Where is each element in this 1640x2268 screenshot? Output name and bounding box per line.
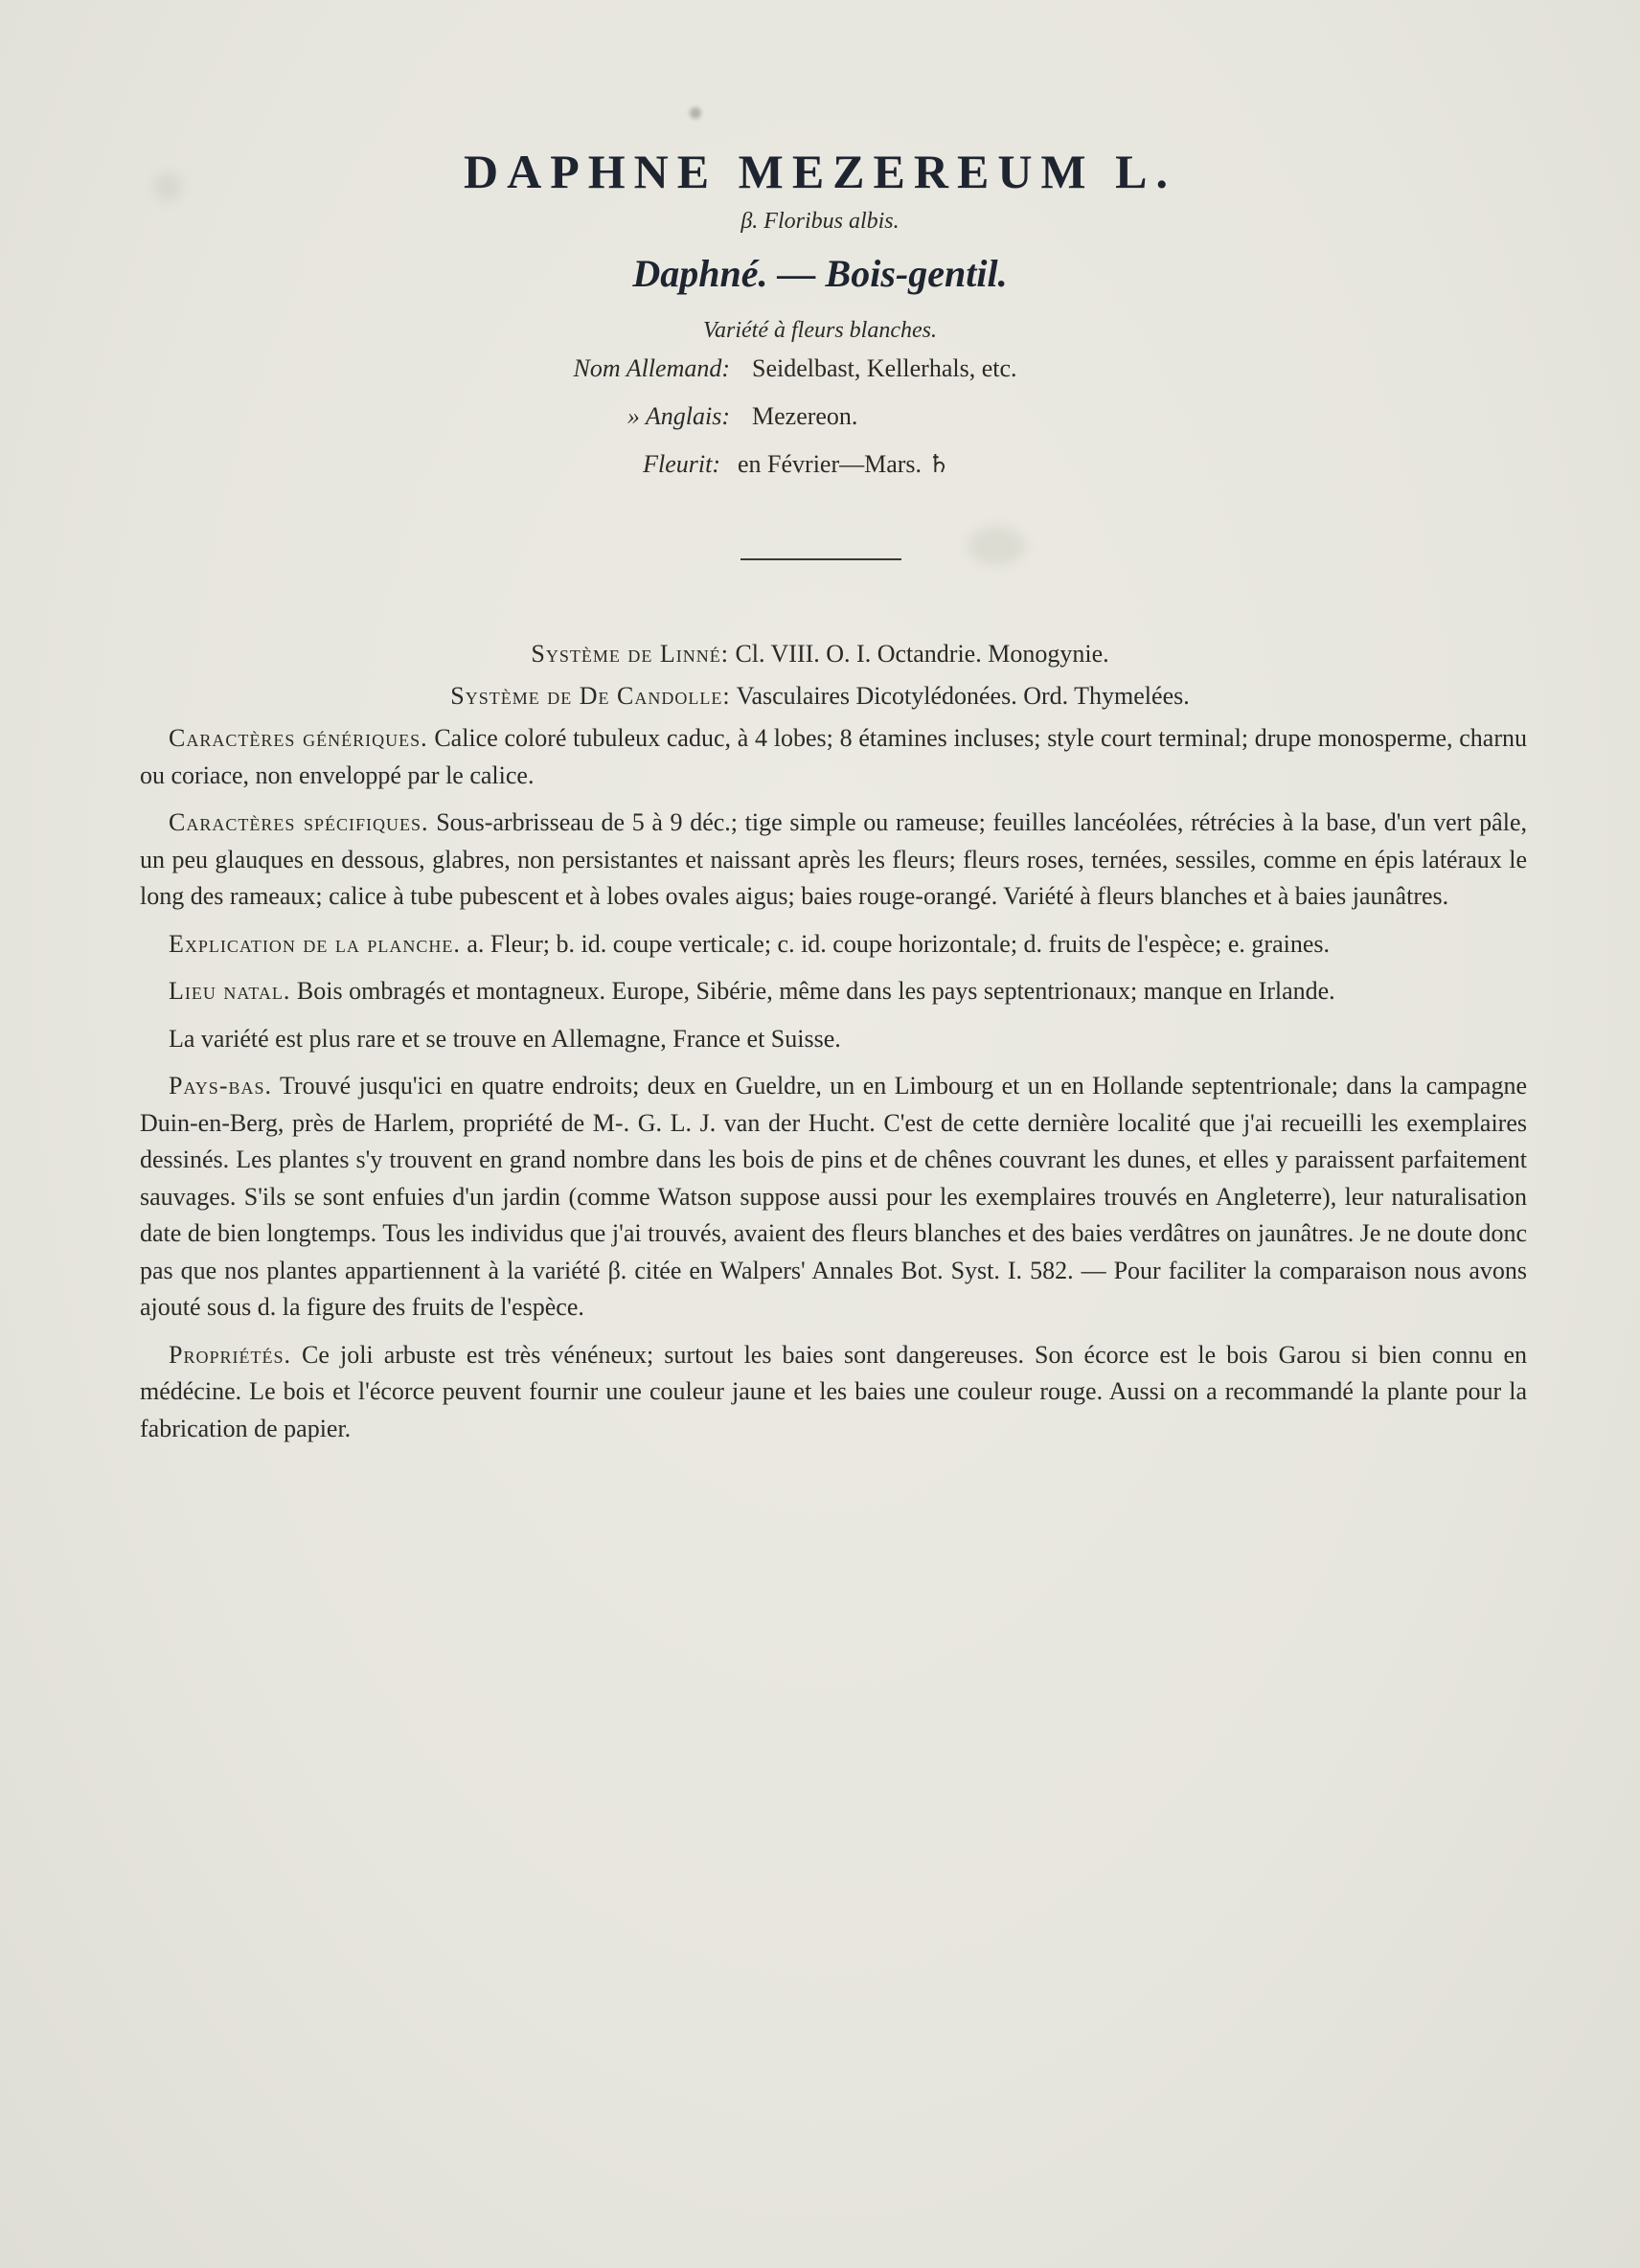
paper-stain — [968, 527, 1025, 565]
paragraph-label: Explication de la planche. — [169, 929, 461, 958]
paragraph-habitat — [140, 973, 1527, 1010]
name-row-german — [0, 354, 1640, 393]
separator-rule — [740, 558, 901, 560]
name-key: Fleurit: — [643, 450, 720, 478]
paragraph-text: Sous-arbrisseau de 5 à 9 déc.; tige simple ou rameuse; feuilles lancéolées, rétrécies à la base, d'un vert pâle, un peu glauques en dessous, glabres, non persistantes et naissant après les fleurs; fleurs roses, ternées, sessiles, comme en épis latéraux le long des rameaux; calice à tube pubescent et à lobes ovales aigus; baies rouge-orangé. Variété à fleurs blanches et à baies jaunâtres. — [140, 808, 1527, 910]
system-linne — [0, 640, 1640, 669]
name-row-flowering — [0, 450, 1640, 488]
paragraph-label: Lieu natal. — [169, 977, 291, 1005]
paragraph-label: Caractères spécifiques. — [169, 808, 429, 836]
paragraph-text: Bois ombragés et montagneux. Europe, Sibérie, même dans les pays septentrionaux; manque en Irlande. — [290, 977, 1335, 1005]
paragraph-text: Trouvé jusqu'ici en quatre endroits; deux en Gueldre, un en Limbourg et un en Hollande septentrionale; dans la campagne Duin-en-Berg, près de Harlem, propriété de M-. G. L. J. van der Hucht. C'est de cette dernière localité que j'ai recueilli les exemplaires dessinés. Les plantes s'y trouvent en grand nombre dans les bois de pins et de chênes couvrant les dunes, et elles y paraissent parfaitement sauvages. S'ils se sont enfuies d'un jardin (comme Watson suppose aussi pour les exemplaires trouvés en Angleterre), leur naturalisation date de bien longtemps. Tous les individus que j'ai trouvés, avaient des fleurs blanches et des baies verdâtres on jaunâtres. Je ne doute donc pas que nos plantes appartiennent à la variété β. citée en Walpers' Annales Bot. Syst. I. 582. — Pour faciliter la comparaison nous avons ajouté sous d. la figure des fruits de l'espèce. — [140, 1072, 1527, 1321]
system-label: Système de De Candolle: — [450, 682, 731, 710]
paragraph-label: Pays-bas. — [169, 1072, 272, 1100]
name-key: » Anglais: — [626, 402, 730, 430]
paragraph-variety — [140, 1021, 1527, 1058]
paragraph-label: Caractères génériques. — [169, 724, 428, 752]
paragraph-label: Propriétés. — [169, 1340, 291, 1369]
name-key: Nom Allemand: — [573, 354, 730, 382]
system-candolle — [0, 682, 1640, 711]
paragraph-specific — [140, 805, 1527, 916]
paragraph-generic — [140, 720, 1527, 794]
variety-latin: β. Floribus albis. — [740, 209, 900, 234]
variety-french: Variété à fleurs blanches. — [703, 318, 937, 343]
system-label: Système de Linné: — [531, 640, 729, 668]
description-body — [140, 720, 1527, 1447]
name-value: en Février—Mars. ♄ — [738, 450, 950, 478]
page-title: DAPHNE MEZEREUM L. — [464, 145, 1176, 198]
paragraph-text: La variété est plus rare et se trouve en Allemagne, France et Suisse. — [169, 1024, 841, 1053]
paragraph-netherlands — [140, 1068, 1527, 1327]
common-name: Daphné. — Bois-gentil. — [632, 252, 1008, 295]
system-text: Vasculaires Dicotylédonées. Ord. Thymelées. — [730, 682, 1190, 710]
paragraph-text: Ce joli arbuste est très vénéneux; surtout les baies sont dangereuses. Son écorce est le bois Garou si bien connu en médécine. Le bois et l'écorce peuvent fournir une couleur jaune et les baies une couleur rouge. Aussi on a recommandé la plante pour la fabrication de papier. — [140, 1340, 1527, 1442]
name-row-english — [0, 402, 1640, 441]
paragraph-text: a. Fleur; b. id. coupe verticale; c. id. coupe horizontale; d. fruits de l'espèce; e. graines. — [460, 929, 1331, 958]
name-value: Mezereon. — [752, 402, 858, 430]
paragraph-text: Calice coloré tubuleux caduc, à 4 lobes; 8 étamines incluses; style court terminal; drupe monosperme, charnu ou coriace, non enveloppé par le calice. — [140, 724, 1527, 789]
paragraph-plate — [140, 926, 1527, 964]
system-text: Cl. VIII. O. I. Octandrie. Monogynie. — [728, 640, 1109, 668]
paper-spot — [690, 107, 701, 119]
name-value: Seidelbast, Kellerhals, etc. — [752, 354, 1017, 382]
paragraph-properties — [140, 1337, 1527, 1448]
